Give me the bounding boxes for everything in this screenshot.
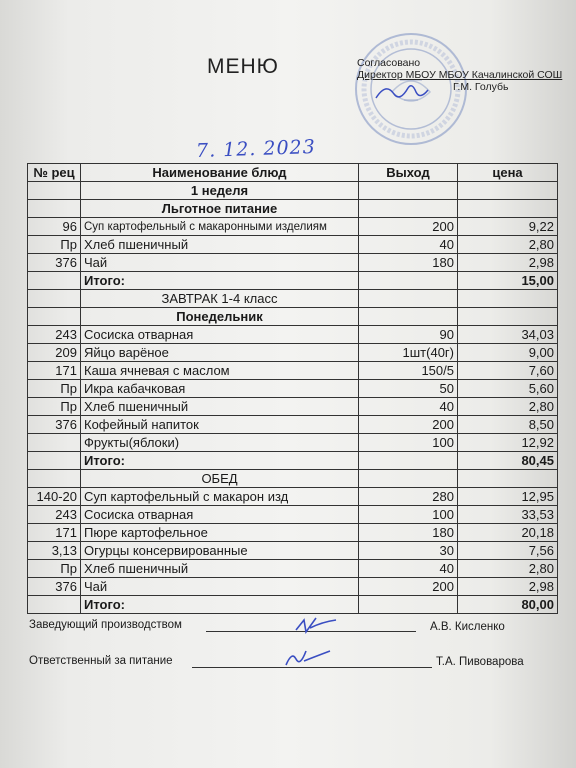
table-header-row [28, 164, 558, 182]
dish-name: Кофейный напиток [81, 416, 359, 434]
recipe-number: 140-20 [28, 488, 81, 506]
output-amount: 40 [359, 398, 458, 416]
empty-cell [359, 596, 458, 614]
total-price: 80,45 [458, 452, 558, 470]
dish-name: Суп картофельный с макарон изд [81, 488, 359, 506]
empty-cell [28, 200, 81, 218]
section-title: ЗАВТРАК 1-4 класс [81, 290, 359, 308]
price: 9,22 [458, 218, 558, 236]
empty-cell [359, 470, 458, 488]
total-label: Итого: [81, 452, 359, 470]
recipe-number: 243 [28, 506, 81, 524]
section-title: 1 неделя [81, 182, 359, 200]
table-section-row [28, 290, 558, 308]
dish-name: Хлеб пшеничный [81, 236, 359, 254]
output-amount: 180 [359, 254, 458, 272]
page-title: МЕНЮ [207, 55, 279, 78]
empty-cell [359, 182, 458, 200]
dish-name: Суп картофельный с макаронными изделиям [81, 218, 359, 236]
table-row [28, 488, 558, 506]
dish-name: Фрукты(яблоки) [81, 434, 359, 452]
price: 8,50 [458, 416, 558, 434]
recipe-number: 96 [28, 218, 81, 236]
empty-cell [359, 272, 458, 290]
recipe-number: 243 [28, 326, 81, 344]
date-handwritten: 7. 12. 2023 [195, 135, 317, 163]
header-price: цена [458, 164, 558, 182]
output-amount: 150/5 [359, 362, 458, 380]
price: 5,60 [458, 380, 558, 398]
header-recipe: № рец [28, 164, 81, 182]
output-amount: 100 [359, 506, 458, 524]
dish-name: Чай [81, 254, 359, 272]
empty-cell [28, 272, 81, 290]
price: 2,98 [458, 254, 558, 272]
table-row [28, 560, 558, 578]
director-signature-icon [372, 78, 432, 106]
price: 7,60 [458, 362, 558, 380]
recipe-number: 376 [28, 254, 81, 272]
recipe-number: 171 [28, 524, 81, 542]
table-total-row [28, 272, 558, 290]
dish-name: Сосиска отварная [81, 326, 359, 344]
table-row [28, 362, 558, 380]
table-row [28, 398, 558, 416]
dish-name: Хлеб пшеничный [81, 398, 359, 416]
price: 12,92 [458, 434, 558, 452]
dish-name: Икра кабачковая [81, 380, 359, 398]
empty-cell [359, 290, 458, 308]
output-amount: 1шт(40г) [359, 344, 458, 362]
approval-line-3: Г.М. Голубь [453, 81, 509, 93]
recipe-number: Пр [28, 398, 81, 416]
responsible-name: Т.А. Пивоварова [436, 656, 524, 668]
price: 34,03 [458, 326, 558, 344]
approval-line-1: Согласовано [357, 57, 421, 69]
responsible-signature-label: Ответственный за питание [29, 655, 173, 667]
table-section-row [28, 470, 558, 488]
table-row [28, 218, 558, 236]
recipe-number: Пр [28, 236, 81, 254]
menu-table-body [28, 182, 558, 614]
total-label: Итого: [81, 596, 359, 614]
recipe-number: Пр [28, 560, 81, 578]
table-row [28, 524, 558, 542]
output-amount: 200 [359, 218, 458, 236]
total-label: Итого: [81, 272, 359, 290]
responsible-signature-icon [282, 645, 334, 671]
manager-name: А.В. Кисленко [430, 621, 505, 633]
price: 2,80 [458, 236, 558, 254]
recipe-number: 376 [28, 578, 81, 596]
section-title: Понедельник [81, 308, 359, 326]
price: 2,98 [458, 578, 558, 596]
total-price: 80,00 [458, 596, 558, 614]
empty-cell [28, 308, 81, 326]
empty-cell [28, 452, 81, 470]
price: 12,95 [458, 488, 558, 506]
empty-cell [28, 182, 81, 200]
table-row [28, 344, 558, 362]
empty-cell [458, 470, 558, 488]
recipe-number [28, 434, 81, 452]
table-row [28, 416, 558, 434]
recipe-number: Пр [28, 380, 81, 398]
output-amount: 90 [359, 326, 458, 344]
approval-line-2: Директор МБОУ МБОУ Качалинской СОШ [357, 69, 563, 81]
table-row [28, 326, 558, 344]
recipe-number: 376 [28, 416, 81, 434]
dish-name: Огурцы консервированные [81, 542, 359, 560]
section-title: Льготное питание [81, 200, 359, 218]
table-section-row [28, 200, 558, 218]
output-amount: 40 [359, 236, 458, 254]
table-section-row [28, 308, 558, 326]
empty-cell [28, 596, 81, 614]
output-amount: 50 [359, 380, 458, 398]
empty-cell [458, 182, 558, 200]
table-row [28, 578, 558, 596]
recipe-number: 171 [28, 362, 81, 380]
header-dish: Наименование блюд [81, 164, 359, 182]
recipe-number: 3,13 [28, 542, 81, 560]
price: 33,53 [458, 506, 558, 524]
output-amount: 180 [359, 524, 458, 542]
empty-cell [28, 290, 81, 308]
output-amount: 280 [359, 488, 458, 506]
table-row [28, 542, 558, 560]
empty-cell [458, 290, 558, 308]
output-amount: 100 [359, 434, 458, 452]
output-amount: 200 [359, 416, 458, 434]
empty-cell [458, 308, 558, 326]
price: 20,18 [458, 524, 558, 542]
dish-name: Сосиска отварная [81, 506, 359, 524]
table-row [28, 434, 558, 452]
table-row [28, 236, 558, 254]
manager-signature-icon [290, 612, 340, 638]
empty-cell [458, 200, 558, 218]
section-title: ОБЕД [81, 470, 359, 488]
output-amount: 40 [359, 560, 458, 578]
dish-name: Каша ячневая с маслом [81, 362, 359, 380]
price: 2,80 [458, 560, 558, 578]
recipe-number: 209 [28, 344, 81, 362]
table-section-row [28, 182, 558, 200]
manager-signature-label: Заведующий производством [29, 619, 182, 631]
empty-cell [359, 308, 458, 326]
table-row [28, 254, 558, 272]
price: 2,80 [458, 398, 558, 416]
price: 7,56 [458, 542, 558, 560]
output-amount: 200 [359, 578, 458, 596]
dish-name: Хлеб пшеничный [81, 560, 359, 578]
header-output: Выход [359, 164, 458, 182]
table-total-row [28, 596, 558, 614]
dish-name: Чай [81, 578, 359, 596]
table-row [28, 506, 558, 524]
menu-table [27, 163, 558, 614]
table-total-row [28, 452, 558, 470]
dish-name: Пюре картофельное [81, 524, 359, 542]
table-row [28, 380, 558, 398]
dish-name: Яйцо варёное [81, 344, 359, 362]
output-amount: 30 [359, 542, 458, 560]
empty-cell [28, 470, 81, 488]
empty-cell [359, 200, 458, 218]
total-price: 15,00 [458, 272, 558, 290]
empty-cell [359, 452, 458, 470]
price: 9,00 [458, 344, 558, 362]
